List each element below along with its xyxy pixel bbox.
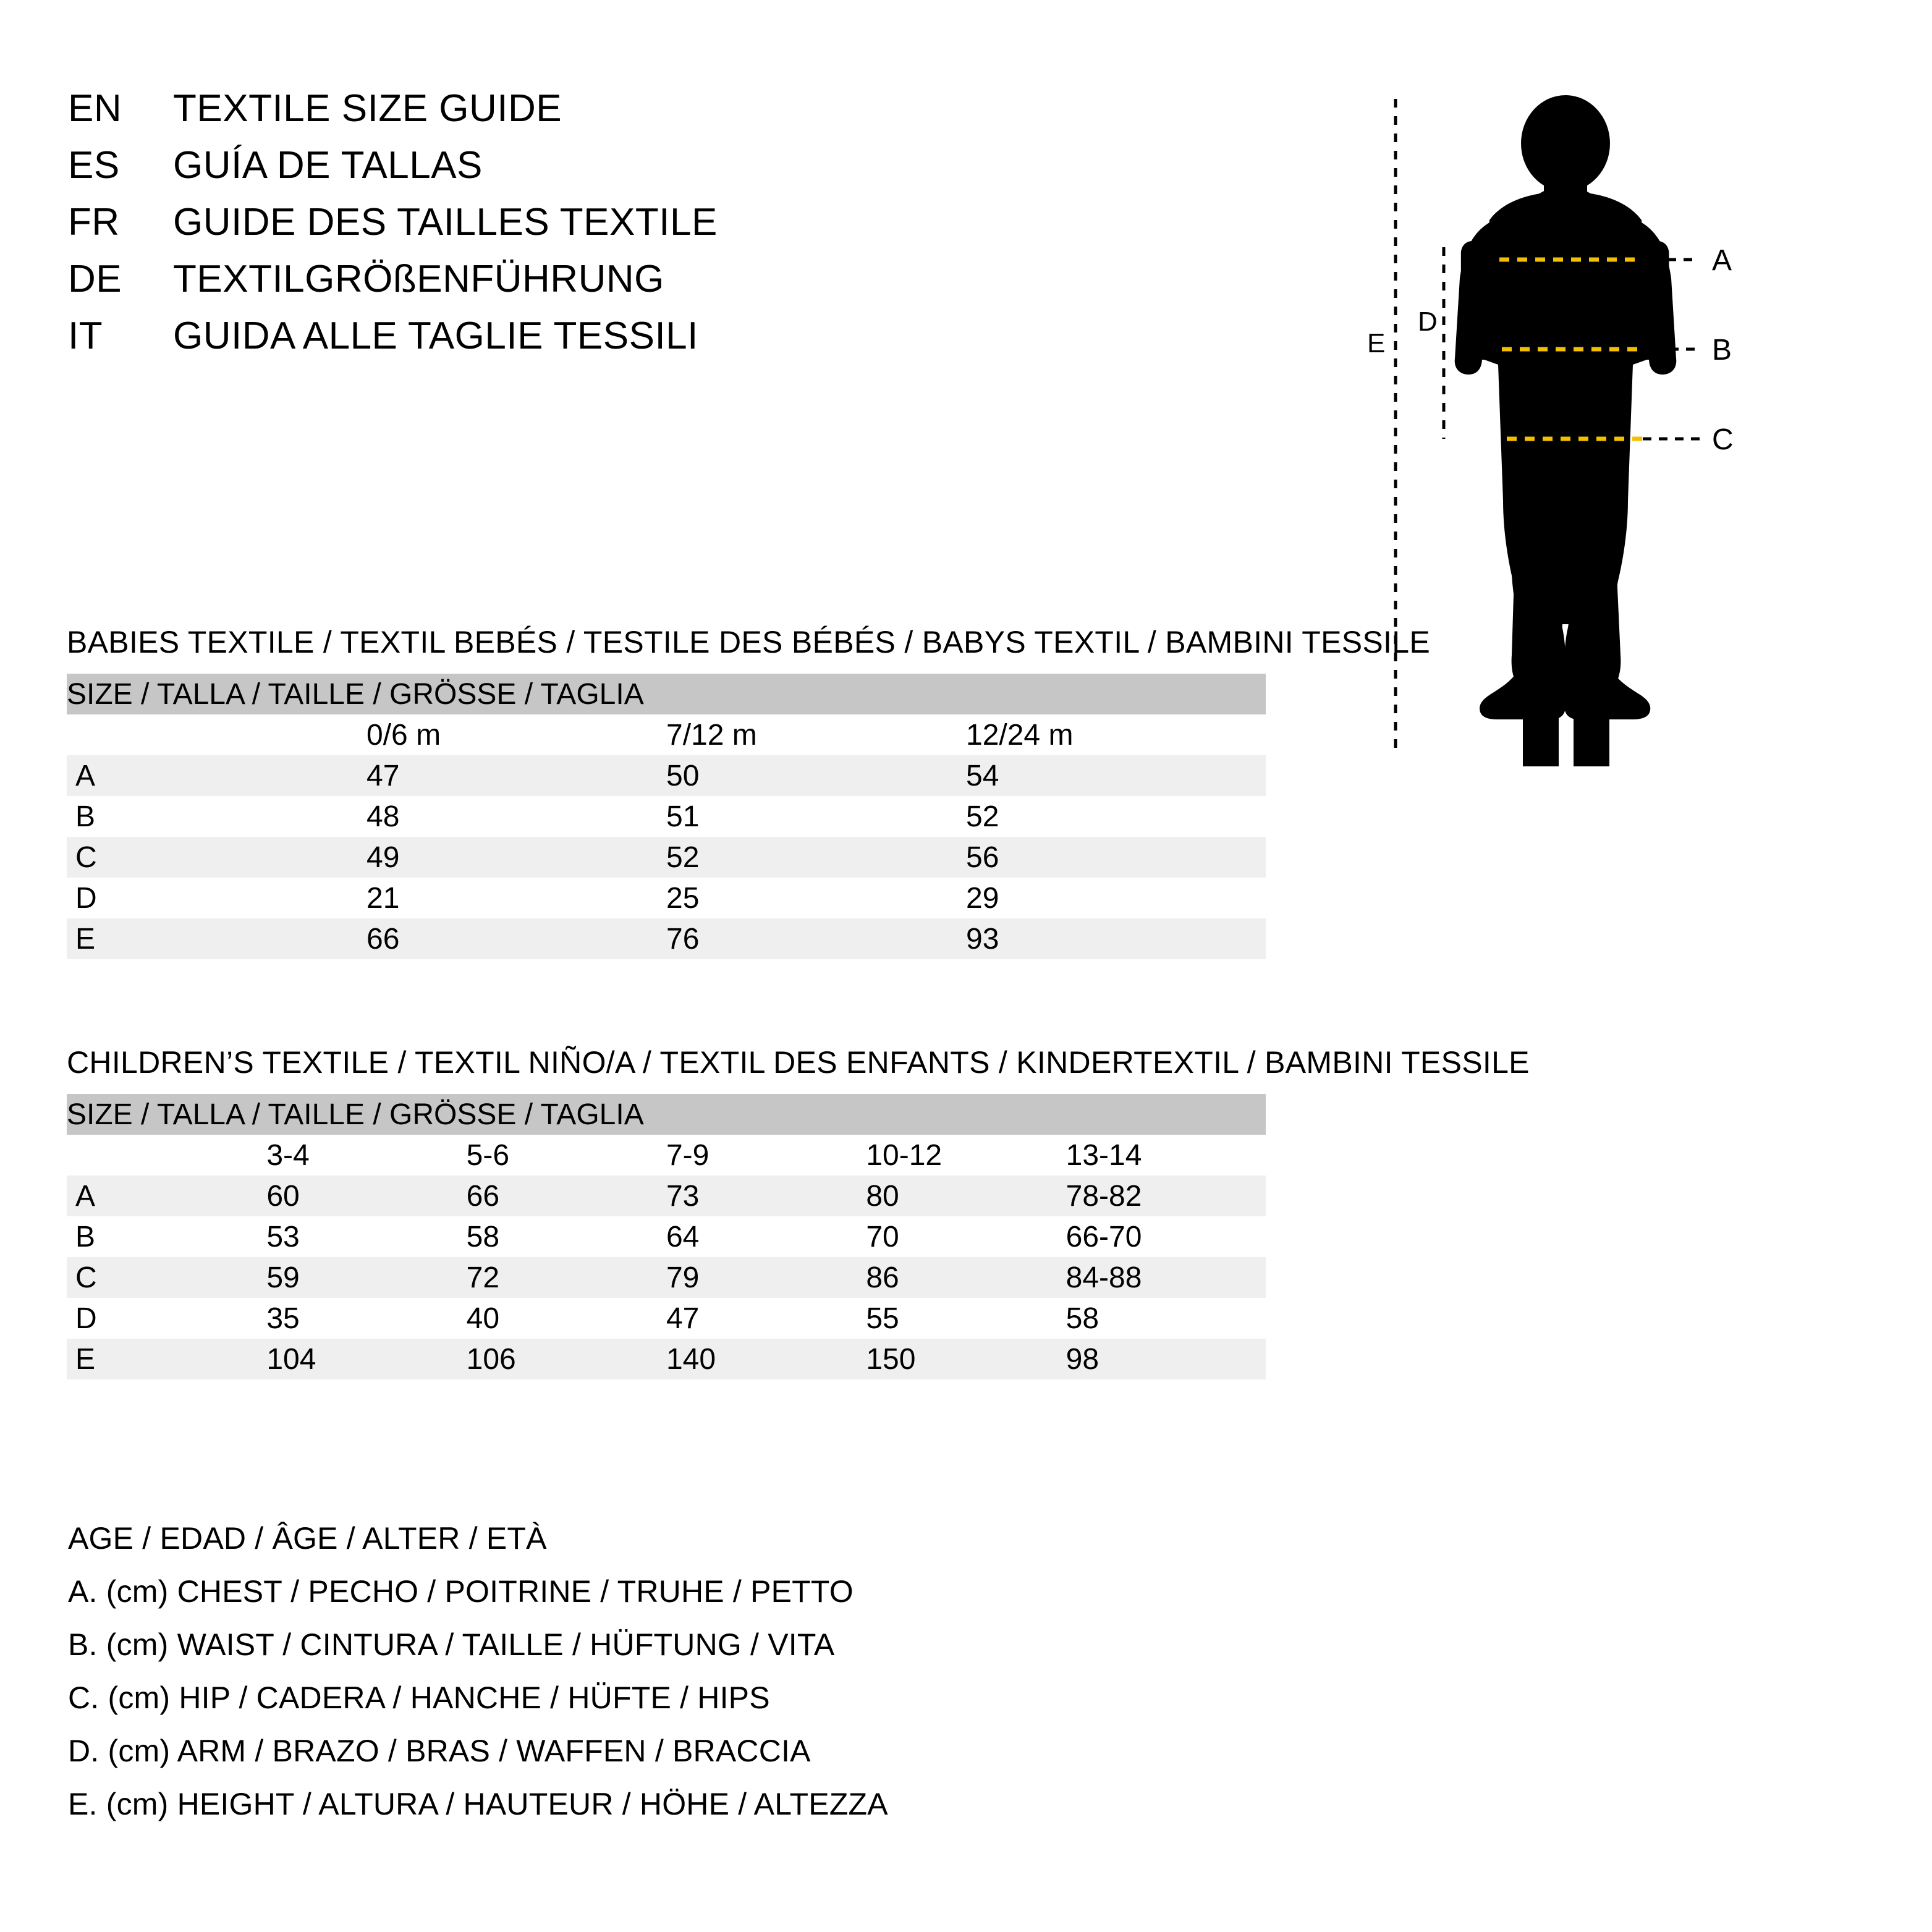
cell-value: 140 <box>666 1339 866 1379</box>
children-section-title: CHILDREN’S TEXTILE / TEXTIL NIÑO/A / TEXTIL DES ENFANTS / KINDERTEXTIL / BAMBINI TESSILE <box>67 1045 1530 1080</box>
row-label: C <box>67 837 366 878</box>
table-row <box>67 755 1266 796</box>
cell-value: 76 <box>666 918 966 959</box>
language-code: FR <box>68 201 120 244</box>
cell-value: 51 <box>666 796 966 837</box>
legend-line-d: D. (cm) ARM / BRAZO / BRAS / WAFFEN / BRACCIA <box>68 1734 811 1768</box>
figure-label-a: A <box>1712 244 1732 277</box>
cell-value: 64 <box>666 1216 866 1257</box>
cell-value: 47 <box>366 755 666 796</box>
table-row <box>67 1339 1266 1379</box>
cell-value: 55 <box>866 1298 1066 1339</box>
language-code: DE <box>68 258 122 300</box>
language-title: GUÍA DE TALLAS <box>173 144 483 187</box>
language-title: GUIDE DES TAILLES TEXTILE <box>173 201 718 244</box>
figure-label-e: E <box>1367 328 1386 358</box>
table-row <box>67 1176 1266 1216</box>
cell-value: 80 <box>866 1176 1066 1216</box>
cell-value: 47 <box>666 1298 866 1339</box>
children-size-table <box>67 1094 1266 1379</box>
empty-corner <box>67 714 366 755</box>
cell-value: 52 <box>666 837 966 878</box>
legend-line-a: A. (cm) CHEST / PECHO / POITRINE / TRUHE / PETTO <box>68 1574 854 1609</box>
cell-value: 59 <box>266 1257 466 1298</box>
children-column-2: 7-9 <box>666 1135 866 1176</box>
row-label: B <box>67 1216 266 1257</box>
figure-label-c: C <box>1712 423 1734 456</box>
language-row-fr <box>68 200 1242 257</box>
babies-column-2: 12/24 m <box>966 714 1266 755</box>
table-column-row <box>67 1135 1266 1176</box>
cell-value: 52 <box>966 796 1266 837</box>
language-title: GUIDA ALLE TAGLIE TESSILI <box>173 315 698 357</box>
cell-value: 98 <box>1066 1339 1266 1379</box>
row-label: A <box>67 755 366 796</box>
cell-value: 66 <box>366 918 666 959</box>
table-column-row <box>67 714 1266 755</box>
language-row-es <box>68 143 1242 200</box>
row-label: E <box>67 918 366 959</box>
cell-value: 78-82 <box>1066 1176 1266 1216</box>
babies-size-table <box>67 674 1266 959</box>
cell-value: 58 <box>467 1216 666 1257</box>
babies-table-header: SIZE / TALLA / TAILLE / GRÖSSE / TAGLIA <box>67 674 1266 714</box>
table-row <box>67 918 1266 959</box>
measurement-figure <box>1367 68 1879 760</box>
row-label: C <box>67 1257 266 1298</box>
measurement-legend <box>68 1520 1428 1839</box>
table-row <box>67 796 1266 837</box>
babies-column-1: 7/12 m <box>666 714 966 755</box>
legend-line-b: B. (cm) WAIST / CINTURA / TAILLE / HÜFTUNG / VITA <box>68 1627 835 1662</box>
cell-value: 70 <box>866 1216 1066 1257</box>
language-row-en <box>68 87 1242 143</box>
language-code: ES <box>68 144 120 187</box>
cell-value: 29 <box>966 878 1266 918</box>
cell-value: 73 <box>666 1176 866 1216</box>
cell-value: 93 <box>966 918 1266 959</box>
row-label: D <box>67 878 366 918</box>
cell-value: 79 <box>666 1257 866 1298</box>
table-row <box>67 1216 1266 1257</box>
cell-value: 104 <box>266 1339 466 1379</box>
cell-value: 86 <box>866 1257 1066 1298</box>
child-silhouette-icon <box>1455 95 1677 766</box>
legend-line-c: C. (cm) HIP / CADERA / HANCHE / HÜFTE / HIPS <box>68 1680 770 1715</box>
children-table-header: SIZE / TALLA / TAILLE / GRÖSSE / TAGLIA <box>67 1094 1266 1135</box>
children-column-1: 5-6 <box>467 1135 666 1176</box>
row-label: D <box>67 1298 266 1339</box>
children-column-4: 13-14 <box>1066 1135 1266 1176</box>
cell-value: 35 <box>266 1298 466 1339</box>
row-label: E <box>67 1339 266 1379</box>
cell-value: 48 <box>366 796 666 837</box>
table-header-row <box>67 674 1266 714</box>
cell-value: 54 <box>966 755 1266 796</box>
cell-value: 49 <box>366 837 666 878</box>
cell-value: 25 <box>666 878 966 918</box>
cell-value: 21 <box>366 878 666 918</box>
cell-value: 40 <box>467 1298 666 1339</box>
babies-section-title: BABIES TEXTILE / TEXTIL BEBÉS / TESTILE DES BÉBÉS / BABYS TEXTIL / BAMBINI TESSILE <box>67 625 1430 659</box>
legend-line-age: AGE / EDAD / ÂGE / ALTER / ETÀ <box>68 1521 547 1556</box>
cell-value: 50 <box>666 755 966 796</box>
cell-value: 60 <box>266 1176 466 1216</box>
table-row <box>67 878 1266 918</box>
row-label: B <box>67 796 366 837</box>
table-row <box>67 837 1266 878</box>
language-code: EN <box>68 87 122 130</box>
babies-column-0: 0/6 m <box>366 714 666 755</box>
language-title: TEXTILE SIZE GUIDE <box>173 87 562 130</box>
cell-value: 56 <box>966 837 1266 878</box>
language-title: TEXTILGRÖßENFÜHRUNG <box>173 258 664 300</box>
children-column-3: 10-12 <box>866 1135 1066 1176</box>
table-row <box>67 1298 1266 1339</box>
figure-label-b: B <box>1712 334 1732 366</box>
legend-line-e: E. (cm) HEIGHT / ALTURA / HAUTEUR / HÖHE / ALTEZZA <box>68 1787 888 1821</box>
language-code: IT <box>68 315 103 357</box>
cell-value: 72 <box>467 1257 666 1298</box>
cell-value: 53 <box>266 1216 466 1257</box>
table-header-row <box>67 1094 1266 1135</box>
language-row-it <box>68 314 1242 371</box>
language-title-block <box>68 87 1242 371</box>
figure-label-d: D <box>1418 307 1438 337</box>
cell-value: 66 <box>467 1176 666 1216</box>
table-row <box>67 1257 1266 1298</box>
cell-value: 84-88 <box>1066 1257 1266 1298</box>
cell-value: 106 <box>467 1339 666 1379</box>
cell-value: 58 <box>1066 1298 1266 1339</box>
empty-corner <box>67 1135 266 1176</box>
cell-value: 66-70 <box>1066 1216 1266 1257</box>
row-label: A <box>67 1176 266 1216</box>
children-column-0: 3-4 <box>266 1135 466 1176</box>
babies-section <box>67 624 1430 959</box>
language-row-de <box>68 257 1242 314</box>
children-section <box>67 1044 1530 1379</box>
cell-value: 150 <box>866 1339 1066 1379</box>
